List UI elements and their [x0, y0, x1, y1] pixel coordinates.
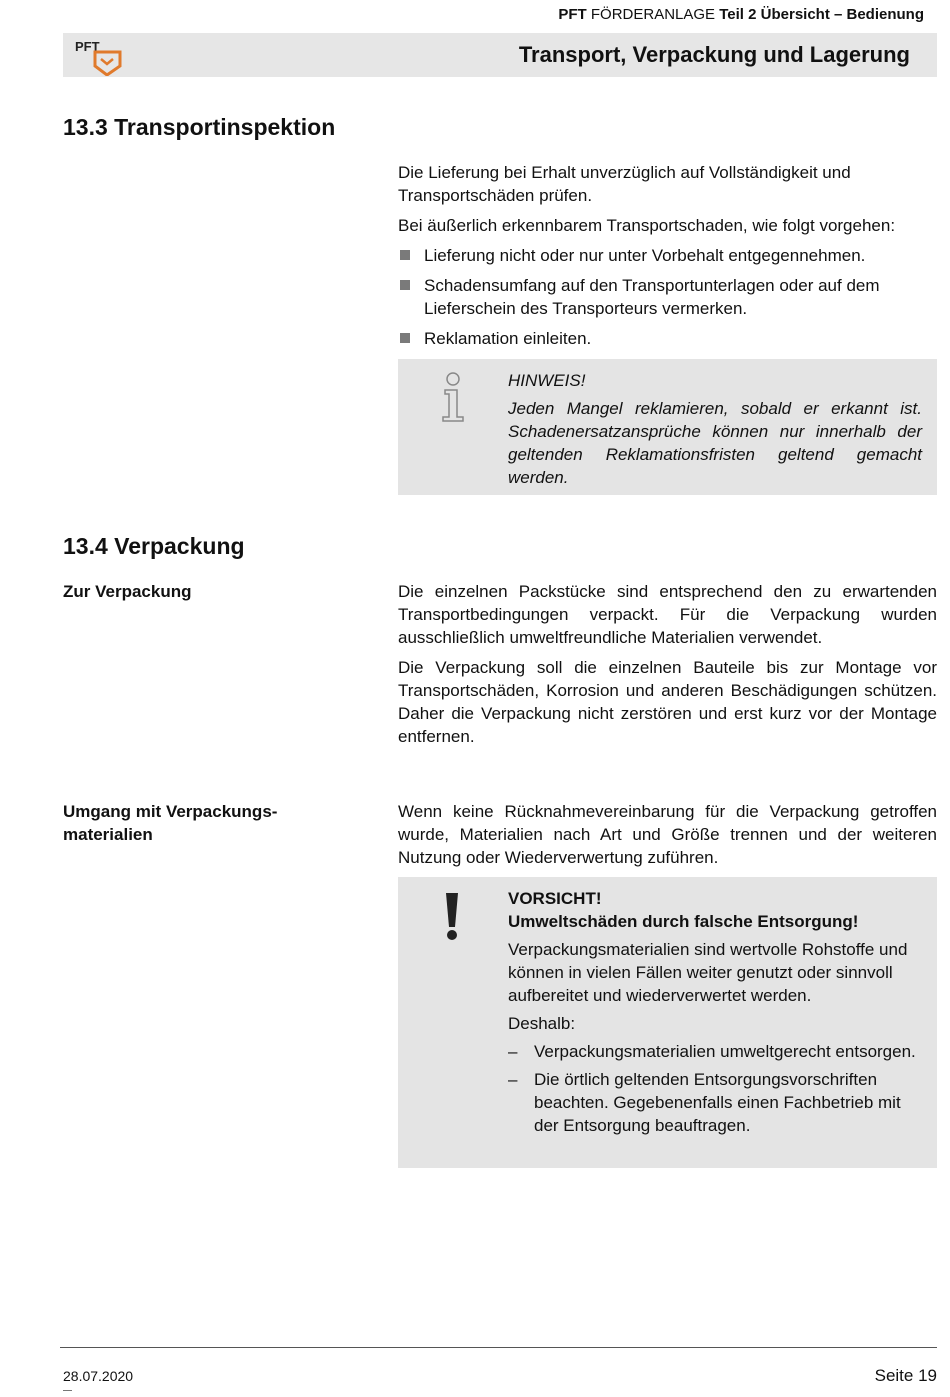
logo-text: PFT — [75, 39, 100, 54]
paragraph: Die Verpackung soll die einzelnen Bauteile bis zur Montage vor Transportschäden, Korrosion und anderen Beschädigungen schützen. Daher die Verpackung nicht zerstören und erst kurz vor der Montage entfernen. — [398, 658, 937, 746]
info-icon — [436, 371, 470, 423]
caution-box — [398, 877, 937, 1168]
side-label-zur-verpackung: Zur Verpackung — [63, 582, 192, 601]
dash-list-item — [508, 1068, 922, 1137]
part-name: Teil 2 Übersicht – Bedienung — [719, 6, 924, 23]
section-13-4-body — [398, 580, 937, 755]
brand-name: PFT — [558, 6, 587, 23]
caution-content — [508, 887, 922, 1142]
square-bullet-icon — [400, 333, 410, 343]
paragraph: Bei äußerlich erkennbarem Transportschaden, wie folgt vorgehen: — [398, 216, 896, 235]
footer-mark — [63, 1390, 72, 1391]
caution-title: VORSICHT! — [508, 889, 602, 908]
bullet-text: Schadensumfang auf den Transportunterlagen oder auf dem Lieferschein des Transporteurs vermerken. — [424, 276, 880, 318]
paragraph: Wenn keine Rücknahmevereinbarung für die Verpackung getroffen wurde, Materialien nach Art und Größe trennen und der weiteren Nutzung oder Wiederverwertung zuführen. — [398, 802, 937, 867]
exclamation-warning-icon — [444, 893, 460, 941]
section-13-3-body — [398, 161, 937, 357]
section-heading-13-4: 13.4 Verpackung — [63, 533, 245, 559]
side-label-line: Umgang mit Verpackungs- — [63, 802, 278, 821]
caution-text: Verpackungsmaterialien sind wertvolle Rohstoffe und können in vielen Fällen weiter genutzt oder sinnvoll aufbereitet und wiederverwertet werden. — [508, 940, 908, 1005]
paragraph: Die einzelnen Packstücke sind entsprechend den zu erwartenden Transportbedingungen verpackt. Für die Verpackung wurden ausschließlich umweltfreundliche Materialien verwendet. — [398, 582, 937, 647]
section-heading-13-3: 13.3 Transportinspektion — [63, 114, 336, 140]
side-label-line: materialien — [63, 825, 153, 844]
note-content — [508, 369, 922, 489]
paragraph: Die Lieferung bei Erhalt unverzüglich auf Vollständigkeit und Transportschäden prüfen. — [398, 163, 851, 205]
square-bullet-icon — [400, 280, 410, 290]
info-note-box — [398, 359, 937, 495]
note-title: HINWEIS! — [508, 371, 586, 390]
dash-list-item — [508, 1040, 922, 1063]
dash-marker: – — [508, 1042, 518, 1061]
page-number: Seite 19 — [874, 1366, 937, 1385]
footer-divider — [60, 1347, 937, 1348]
page-title: Transport, Verpackung und Lagerung — [518, 42, 910, 67]
bullet-item — [398, 244, 937, 267]
caution-lead: Deshalb: — [508, 1014, 576, 1033]
dash-item-text: Verpackungsmaterialien umweltgerecht entsorgen. — [534, 1042, 916, 1061]
document-running-header — [0, 6, 924, 23]
dash-item-text: Die örtlich geltenden Entsorgungsvorschriften beachten. Gegebenenfalls einen Fachbetrieb mit der Entsorgung beauftragen. — [534, 1070, 901, 1135]
bullet-item — [398, 327, 937, 350]
product-name: FÖRDERANLAGE — [590, 6, 716, 23]
bullet-text: Reklamation einleiten. — [424, 329, 592, 348]
packaging-handling-body — [398, 800, 937, 876]
side-label-umgang — [63, 800, 363, 846]
bullet-text: Lieferung nicht oder nur unter Vorbehalt entgegennehmen. — [424, 246, 866, 265]
bullet-item — [398, 274, 937, 320]
square-bullet-icon — [400, 250, 410, 260]
caution-subtitle: Umweltschäden durch falsche Entsorgung! — [508, 912, 859, 931]
dash-marker: – — [508, 1070, 518, 1089]
note-text: Jeden Mangel reklamieren, sobald er erkannt ist. Schadenersatzansprüche können nur innerhalb der geltenden Reklamationsfristen geltend gemacht werden. — [508, 399, 922, 487]
footer-date: 28.07.2020 — [63, 1368, 134, 1384]
